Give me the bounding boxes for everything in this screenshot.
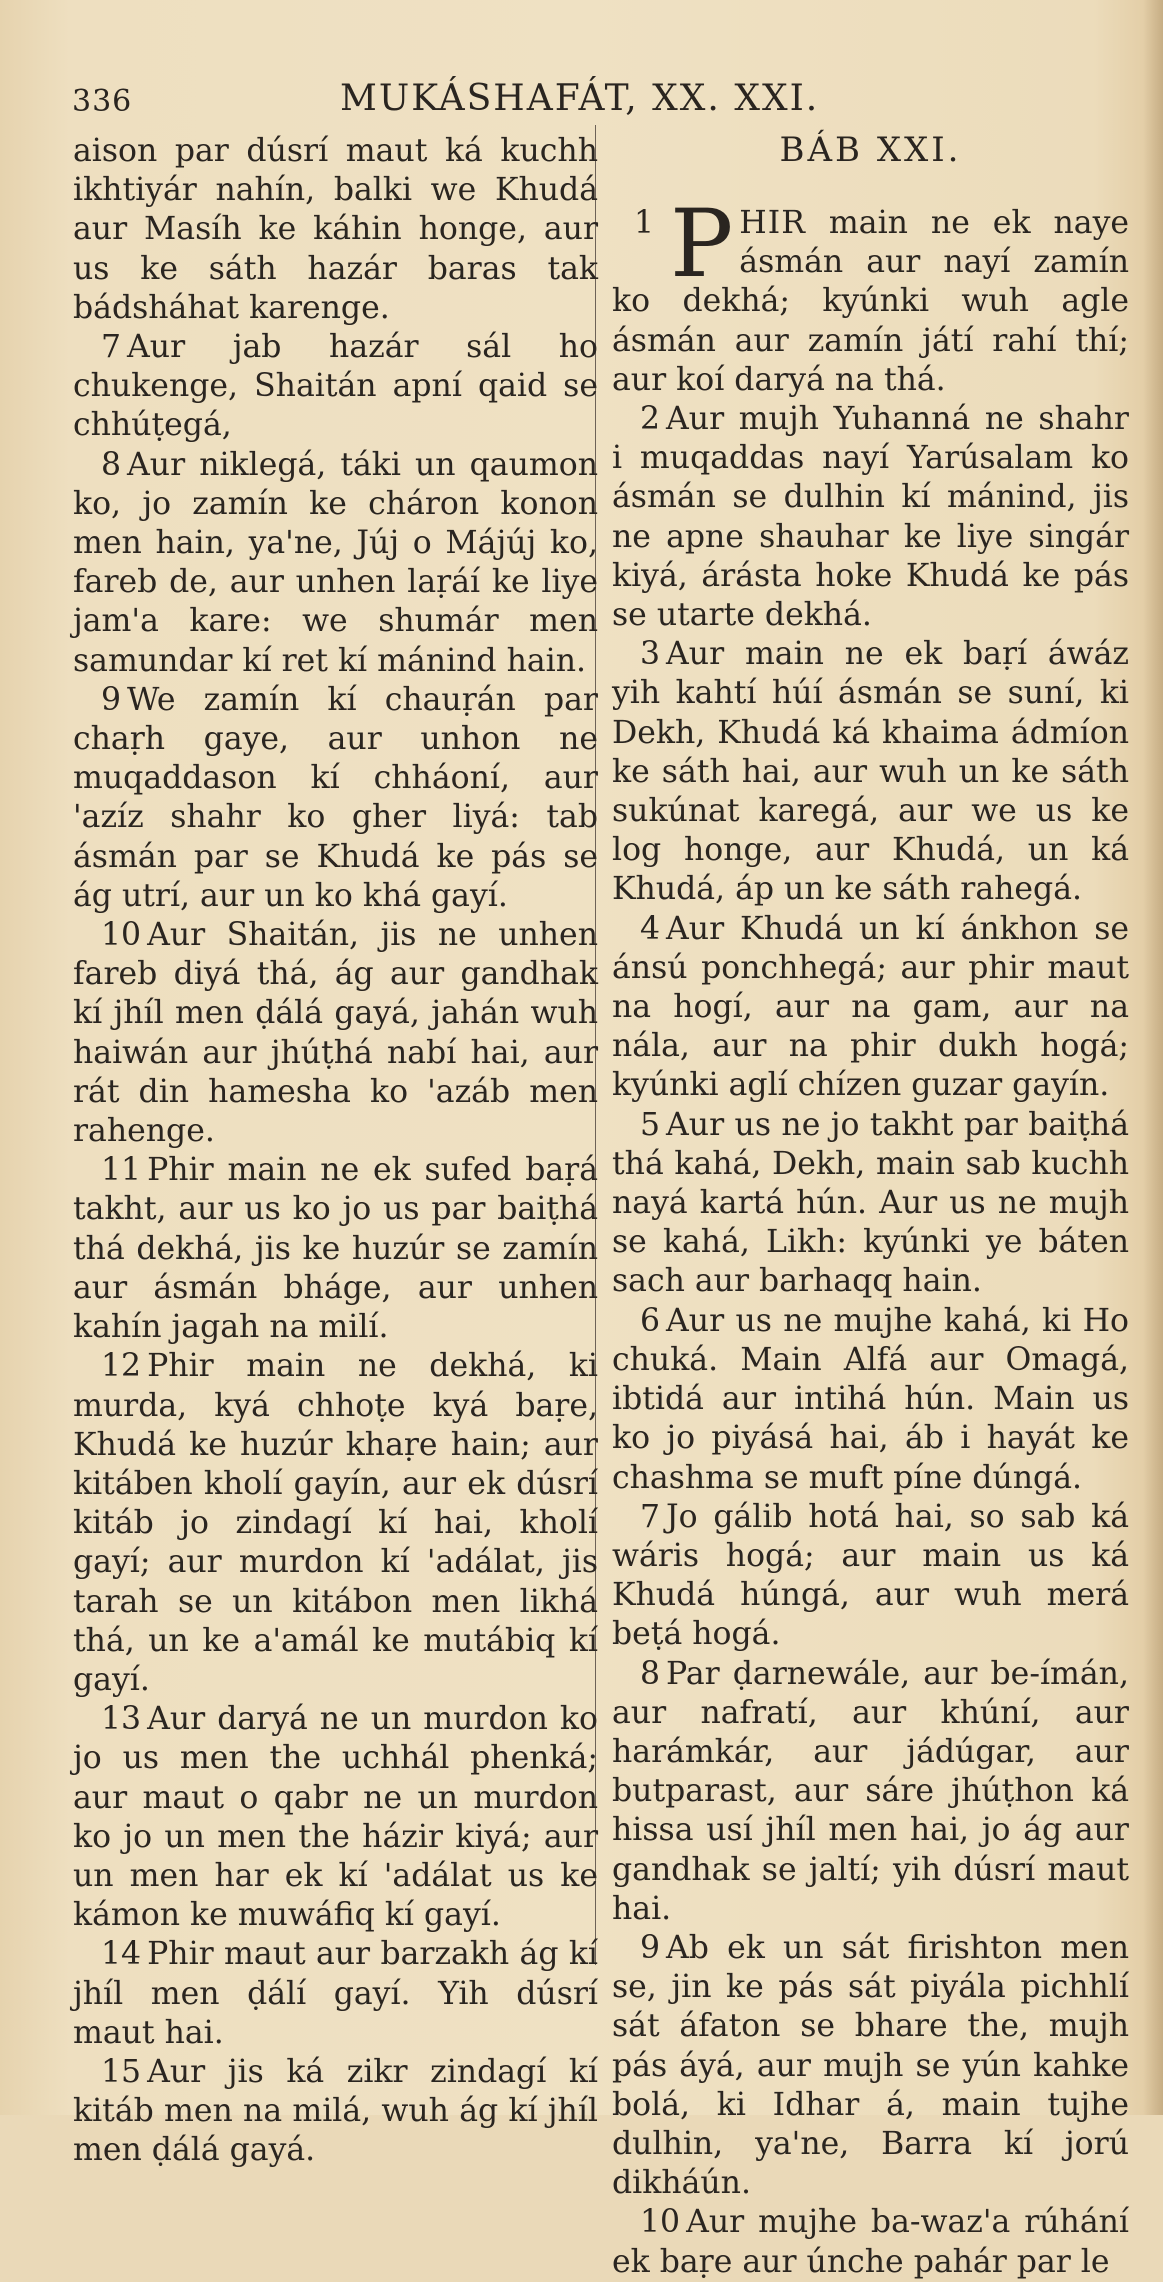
- verse-4: [612, 910, 1129, 1106]
- verse-1: [612, 190, 1130, 400]
- verse-text: Phir maut aur barzakh ág kí jhíl men ḍálí gayí. Yih dúsrí maut hai.: [73, 1936, 598, 2051]
- verse-6: [612, 1302, 1129, 1498]
- verse-number: 2: [640, 401, 661, 438]
- verse-number: 10: [101, 917, 142, 954]
- small-caps-opening: HIR: [739, 205, 806, 241]
- running-title: MUKÁSHAFÁT, XX. XXI.: [340, 78, 820, 119]
- verse-7: [73, 328, 598, 446]
- left-column: [73, 132, 598, 2171]
- verse-number: 4: [640, 910, 661, 947]
- verse-text: Phir main ne dekhá, ki murda, kyá chhoṭe kyá baṛe, Khudá ke huzúr khaṛe hain; aur kitáben kholí gayín, aur ek dúsrí kitáb jo zindagí kí hai, kholí gayí; aur murdon kí 'adálat, jis tarah se un kitábon men likhá thá, un ke a'amál ke mutábiq kí gayí.: [73, 1348, 598, 1698]
- right-column: [612, 130, 1129, 2282]
- verse-text: Jo gálib hotá hai, so sab ká wáris hogá; aur main us ká Khudá húngá, aur wuh merá beṭá hogá.: [612, 1498, 1129, 1653]
- chapter-heading: BÁB XXI.: [779, 130, 962, 170]
- verse-5: [612, 1106, 1129, 1302]
- verse-number: 13: [101, 1701, 142, 1738]
- verse-10: [73, 916, 598, 1151]
- verse-number: 7: [101, 329, 122, 366]
- verse-15: [73, 2053, 598, 2171]
- page-edge-shadow: [1143, 0, 1163, 2115]
- page-number: 336: [72, 84, 133, 119]
- verse-number: 1: [634, 205, 655, 241]
- verse-12: [73, 1347, 598, 1700]
- verse-text: Ab ek un sát firishton men se, jin ke pás sát piyála pichhlí sát áfaton se bhare the, mujh pás áyá, aur mujh se yún kahke bolá, ki Idhar á, main tujhe dulhin, ya'ne, Barra kí jorú dikháún.: [612, 1929, 1129, 2202]
- verse-number: 8: [640, 1655, 661, 1692]
- verse-text: Aur mujh Yuhanná ne shahr i muqaddas nayí Yarúsalam ko ásmán se dulhin kí mánind, jis ne apne shauhar ke liye singár kiyá, árásta hoke Khudá ke pás se utarte dekhá.: [612, 401, 1129, 634]
- verse-text: Aur mujhe ba-waz'a rúhání ek baṛe aur únche pahár par le: [612, 2204, 1129, 2280]
- verse-text: Phir main ne ek sufed baṛá takht, aur us ko jo us par baiṭhá thá dekhá, jis ke huzúr se zamín aur ásmán bháge, aur unhen kahín jagah na milí.: [73, 1152, 598, 1346]
- verse-9: [73, 681, 598, 916]
- verse-text: Par ḍarnewále, aur be-ímán, aur nafratí, aur khúní, aur harámkár, aur jádúgar, aur butparast, aur sáre jhúṭhon ká hissa usí jhíl men hai, jo ág aur gandhak se jaltí; yih dúsrí maut hai.: [612, 1655, 1129, 1927]
- verse-number: 3: [640, 636, 661, 673]
- verse-number: 15: [101, 2053, 142, 2090]
- verse-13: [73, 1700, 598, 1935]
- verse-number: 9: [101, 681, 122, 718]
- verse-8: [73, 446, 598, 681]
- verse-10: [612, 2203, 1129, 2281]
- page-header: [0, 78, 1163, 128]
- verse-number: 14: [101, 1936, 142, 1973]
- verse-text: Aur daryá ne un murdon ko jo us men the uchhál phenká; aur maut o qabr ne un murdon ko jo un men the házir kiyá; aur un men har ek kí 'adálat us ke kámon ke muwáfiq kí gayí.: [73, 1701, 598, 1934]
- verse-8: [612, 1655, 1129, 1929]
- verse-7: [612, 1498, 1129, 1655]
- verse-11: [73, 1151, 598, 1347]
- verse-text: Aur us ne jo takht par baiṭhá thá kahá, Dekh, main sab kuchh nayá kartá hún. Aur us ne mujh se kahá, Likh: kyúnki ye báten sach aur barhaqq hain.: [612, 1106, 1129, 1300]
- verse-number: 8: [101, 446, 122, 483]
- verse-text: Aur main ne ek baṛí áwáz yih kahtí húí ásmán se suní, ki Dekh, Khudá ká khaima ádmíon ke sáth hai, aur wuh un ke sáth sukúnat karegá, aur we us ke log honge, aur Khudá, un ká Khudá, áp un ke sáth rahegá.: [612, 636, 1129, 908]
- verse-text: Aur jis ká zikr zindagí kí kitáb men na milá, wuh ág kí jhíl men ḍálá gayá.: [73, 2053, 598, 2169]
- verse-number: 11: [101, 1152, 142, 1189]
- verse-2: [612, 400, 1129, 635]
- verse-number: 7: [640, 1498, 661, 1535]
- verse-text: Aur Shaitán, jis ne unhen fareb diyá thá, ág aur gandhak kí jhíl men ḍálá gayá, jahán wuh haiwán aur jhúṭhá nabí hai, aur rát din hamesha ko 'azáb men rahenge.: [73, 917, 598, 1150]
- verse-14: [73, 1935, 598, 2053]
- verse-text: We zamín kí chauṛán par chaṛh gaye, aur unhon ne muqaddason kí chháoní, aur 'azíz shahr ko gher liyá: tab ásmán par se Khudá ke pás se ág utrí, aur un ko khá gayí.: [73, 681, 598, 914]
- verse-text: Aur niklegá, táki un qaumon ko, jo zamín ke cháron konon men hain, ya'ne, Júj o Májúj ko, fareb de, aur unhen laṛáí ke liye jam'a kare: we shumár men samundar kí ret kí mánind hain.: [73, 446, 598, 679]
- verse-9: [612, 1929, 1129, 2203]
- verse-number: 12: [101, 1348, 142, 1385]
- verse-number: 6: [640, 1302, 661, 1339]
- verse-number: 9: [640, 1929, 661, 1966]
- verse-continuation: aison par dúsrí maut ká kuchh ikhtiyár nahín, balki we Khudá aur Masíh ke káhin honge, aur us ke sáth hazár baras tak bádsháhat karenge.: [73, 133, 598, 326]
- verse-number: 10: [640, 2204, 681, 2241]
- drop-cap: P: [670, 190, 734, 299]
- verse-text: main ne ek naye ásmán aur nayí zamín ko dekhá; kyúnki wuh agle ásmán aur zamín játí rahí thí; aur koí daryá na thá.: [612, 205, 1130, 398]
- verse-3: [612, 635, 1129, 909]
- verse-text: Aur Khudá un kí ánkhon se ánsú ponchhegá; aur phir maut na hogí, aur na gam, aur na nála, aur na phir dukh hogá; kyúnki aglí chízen guzar gayín.: [612, 910, 1129, 1104]
- verse-number: 5: [640, 1106, 661, 1143]
- verse-text: Aur us ne mujhe kahá, ki Ho chuká. Main Alfá aur Omagá, ibtidá aur intihá hún. Main us ko jo piyásá hai, áb i hayát ke chashma se muft píne dúngá.: [612, 1302, 1129, 1496]
- verse-text: Aur jab hazár sál ho chukenge, Shaitán apní qaid se chhúṭegá,: [73, 329, 598, 444]
